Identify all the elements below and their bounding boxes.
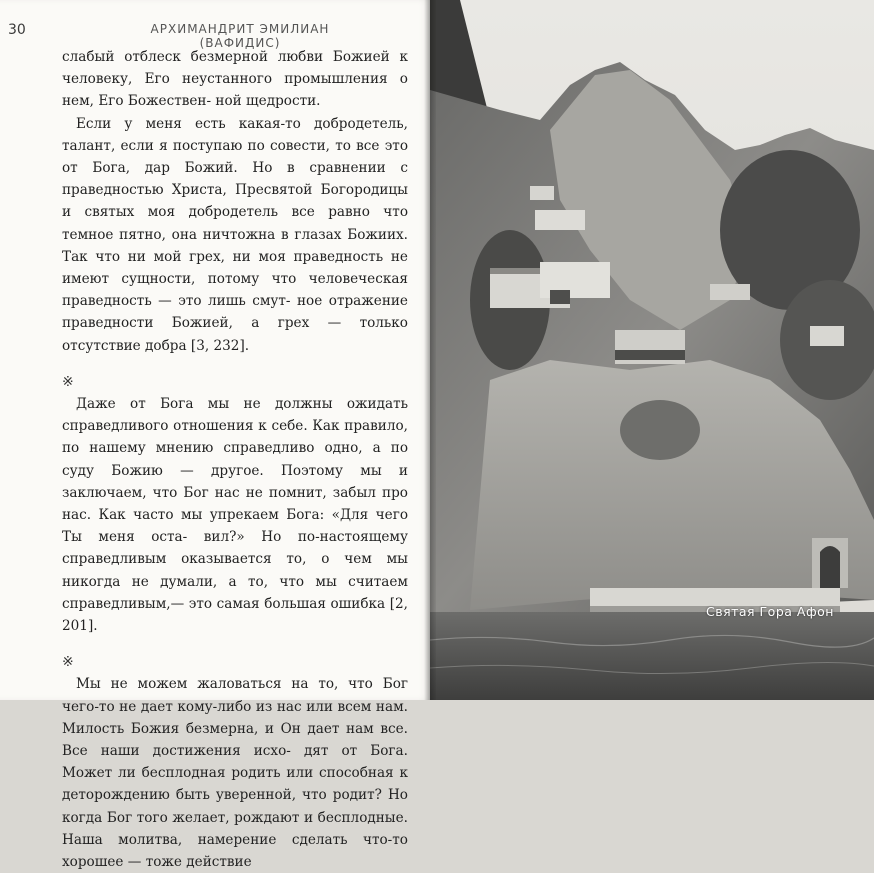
text-line: то, о чем мы никогда не думали, а то, что мы считаем bbox=[62, 551, 408, 590]
text-line: дает кому-либо из нас или всем нам. Милость Божия bbox=[62, 698, 408, 737]
text-line: ни мой грех, ни моя праведность не имеют сущности, bbox=[62, 248, 408, 288]
left-page bbox=[0, 0, 430, 871]
paragraph-4 bbox=[62, 673, 408, 873]
text-line: справедливым,— это самая большая ошибка [2, 201]. bbox=[62, 595, 408, 635]
section-separator: ※ bbox=[62, 373, 74, 390]
text-line: темное пятно, она ничтожна в глазах Божиих. Так что bbox=[62, 226, 408, 265]
page-number: 30 bbox=[8, 22, 26, 38]
paragraph-3 bbox=[62, 393, 408, 637]
text-line: намерение сделать что-то хорошее — тоже действие bbox=[62, 831, 408, 871]
athos-photo bbox=[430, 0, 874, 700]
text-line: ной щедрости. bbox=[215, 93, 321, 110]
text-line: справедливо одно, а по суду Божию — другое. Поэтому bbox=[62, 440, 408, 479]
text-line: потому что человеческая праведность — это лишь смут- bbox=[62, 271, 408, 310]
right-page bbox=[430, 0, 874, 700]
text-line: Мы не можем жаловаться на то, что Бог чего-то не bbox=[62, 676, 408, 715]
text-line: Как часто мы упрекаем Бога: «Для чего Ты меня оста- bbox=[62, 507, 409, 546]
text-line: отсутствие добра [3, 232]. bbox=[62, 337, 250, 354]
text-line: Бог того желает, рождают и бесплодные. Наша молитва, bbox=[62, 809, 408, 848]
text-line: отношения к себе. Как правило, по нашему мнению bbox=[62, 418, 408, 457]
paragraph-1 bbox=[62, 46, 408, 113]
text-line: Даже от Бога мы не должны ожидать справедливого bbox=[62, 396, 408, 435]
text-line: вил?» Но по-настоящему справедливым оказывается bbox=[62, 529, 408, 568]
running-head: АРХИМАНДРИТ ЭМИЛИАН (ВАФИДИС) bbox=[150, 22, 330, 50]
text-line: Если у меня есть какая-то добродетель, талант, если bbox=[62, 115, 408, 154]
text-line: Его неустанного промышления о нем, Его Божествен- bbox=[62, 71, 408, 110]
text-line: к деторождению быть уверенной, что родит? Но когда bbox=[62, 765, 408, 826]
paragraph-2 bbox=[62, 113, 408, 357]
photo-caption: Святая Гора Афон bbox=[706, 604, 834, 619]
text-line: мы и заключаем, что Бог нас не помнит, забыл про нас. bbox=[62, 462, 408, 524]
text-line: Богородицы и святых моя добродетель все равно что bbox=[62, 182, 408, 221]
text-line: Но в сравнении с праведностью Христа, Пресвятой bbox=[62, 160, 408, 199]
text-line: дят от Бога. Может ли бесплодная родить или способная bbox=[62, 743, 408, 782]
body-text bbox=[62, 46, 408, 873]
text-line: слабый отблеск безмерной любви Божией к человеку, bbox=[62, 49, 408, 88]
text-line: ное отражение праведности Божией, а грех — только bbox=[62, 293, 408, 332]
text-line: я поступаю по совести, то все это от Бога, дар Божий. bbox=[62, 137, 409, 177]
text-line: безмерна, и Он дает нам все. Все наши достижения исхо- bbox=[62, 720, 408, 760]
book-gutter bbox=[424, 0, 436, 700]
section-separator: ※ bbox=[62, 654, 74, 671]
